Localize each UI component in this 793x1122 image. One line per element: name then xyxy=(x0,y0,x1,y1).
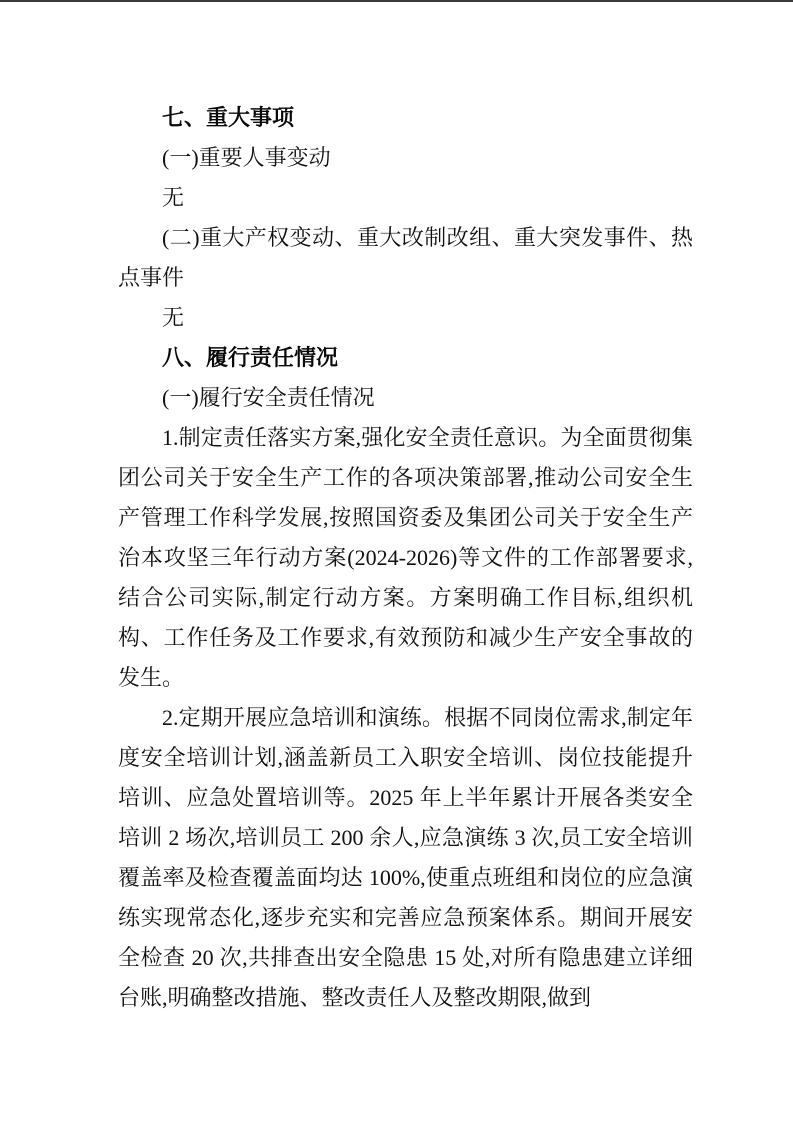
section-heading-major-matters: 七、重大事项 xyxy=(162,105,295,130)
paragraph-training-and-drills: 2.定期开展应急培训和演练。根据不同岗位需求,制定年度安全培训计划,涵盖新员工入职安全培训、岗位技能提升培训、应急处置培训等。2025 年上半年累计开展各类安全培训 2 场次,培训员工 200 余人,应急演练 3 次,员工安全培训覆盖率及检查覆盖面均达 100%,使重点班组和岗位的应急演练实现常态化,逐步充实和完善应急预案体系。期间开展安全检查 20 次,共排查出安全隐患 15 处,对所有隐患建立详细台账,明确整改措施、整改责任人及整改期限,做到 xyxy=(118,705,693,1010)
paragraph-responsibility-plan: 1.制定责任落实方案,强化安全责任意识。为全面贯彻集团公司关于安全生产工作的各项决策部署,推动公司安全生产管理工作科学发展,按照国资委及集团公司关于安全生产治本攻坚三年行动方案(2024-2026)等文件的工作部署要求,结合公司实际,制定行动方案。方案明确工作目标,组织机构、工作任务及工作要求,有效预防和减少生产安全事故的发生。 xyxy=(118,425,693,690)
section-heading-responsibility-performance: 八、履行责任情况 xyxy=(162,345,339,370)
subheading-safety-responsibility: (一)履行安全责任情况 xyxy=(162,385,375,410)
subheading-property-restructuring-events: (二)重大产权变动、重大改制改组、重大突发事件、热点事件 xyxy=(118,225,693,290)
page-top-edge xyxy=(0,0,793,2)
subheading-personnel-changes: (一)重要人事变动 xyxy=(162,145,331,170)
paragraph-none-2: 无 xyxy=(162,305,185,330)
paragraph-none-1: 无 xyxy=(162,185,185,210)
